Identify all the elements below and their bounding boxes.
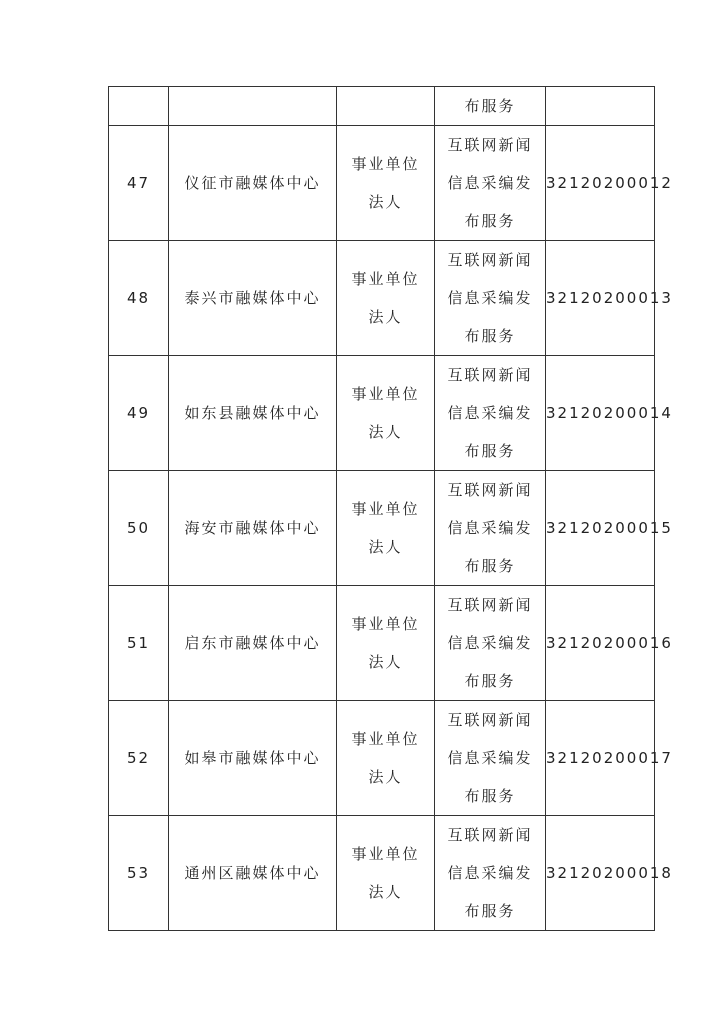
table-row: [109, 701, 655, 816]
cell-type: 事业单位法人: [337, 586, 435, 701]
table-row: [109, 241, 655, 356]
table-row-continued: [109, 87, 655, 126]
cell-no: 51: [109, 586, 169, 701]
cell-service: 互联网新闻信息采编发布服务: [435, 816, 546, 931]
cell-no: 50: [109, 471, 169, 586]
cell-service: 互联网新闻信息采编发布服务: [435, 471, 546, 586]
cell-type: 事业单位法人: [337, 241, 435, 356]
cell-service: 互联网新闻信息采编发布服务: [435, 701, 546, 816]
cell-code: 32120200017: [546, 701, 655, 816]
cell-service: 互联网新闻信息采编发布服务: [435, 356, 546, 471]
cell-name: 启东市融媒体中心: [169, 586, 337, 701]
cell-name: 如东县融媒体中心: [169, 356, 337, 471]
cell-name: 通州区融媒体中心: [169, 816, 337, 931]
registry-table: [108, 86, 673, 931]
cell-type: 事业单位法人: [337, 126, 435, 241]
cell-no: [109, 87, 169, 126]
cell-type: 事业单位法人: [337, 701, 435, 816]
cell-name: 海安市融媒体中心: [169, 471, 337, 586]
cell-code: [546, 87, 655, 126]
cell-code: 32120200013: [546, 241, 655, 356]
cell-service: 互联网新闻信息采编发布服务: [435, 241, 546, 356]
table-row: [109, 356, 655, 471]
table-row: [109, 471, 655, 586]
cell-type: 事业单位法人: [337, 816, 435, 931]
cell-no: 53: [109, 816, 169, 931]
cell-service: 布服务: [435, 87, 546, 126]
cell-no: 49: [109, 356, 169, 471]
cell-no: 52: [109, 701, 169, 816]
cell-type: 事业单位法人: [337, 471, 435, 586]
cell-no: 48: [109, 241, 169, 356]
cell-service: 互联网新闻信息采编发布服务: [435, 586, 546, 701]
cell-code: 32120200018: [546, 816, 655, 931]
cell-name: 泰兴市融媒体中心: [169, 241, 337, 356]
cell-code: 32120200015: [546, 471, 655, 586]
table-row: [109, 816, 655, 931]
cell-service: 互联网新闻信息采编发布服务: [435, 126, 546, 241]
cell-no: 47: [109, 126, 169, 241]
table-row: [109, 586, 655, 701]
cell-name: [169, 87, 337, 126]
cell-code: 32120200014: [546, 356, 655, 471]
table-row: [109, 126, 655, 241]
cell-type: [337, 87, 435, 126]
cell-type: 事业单位法人: [337, 356, 435, 471]
cell-name: 仪征市融媒体中心: [169, 126, 337, 241]
cell-code: 32120200012: [546, 126, 655, 241]
cell-code: 32120200016: [546, 586, 655, 701]
cell-name: 如皋市融媒体中心: [169, 701, 337, 816]
